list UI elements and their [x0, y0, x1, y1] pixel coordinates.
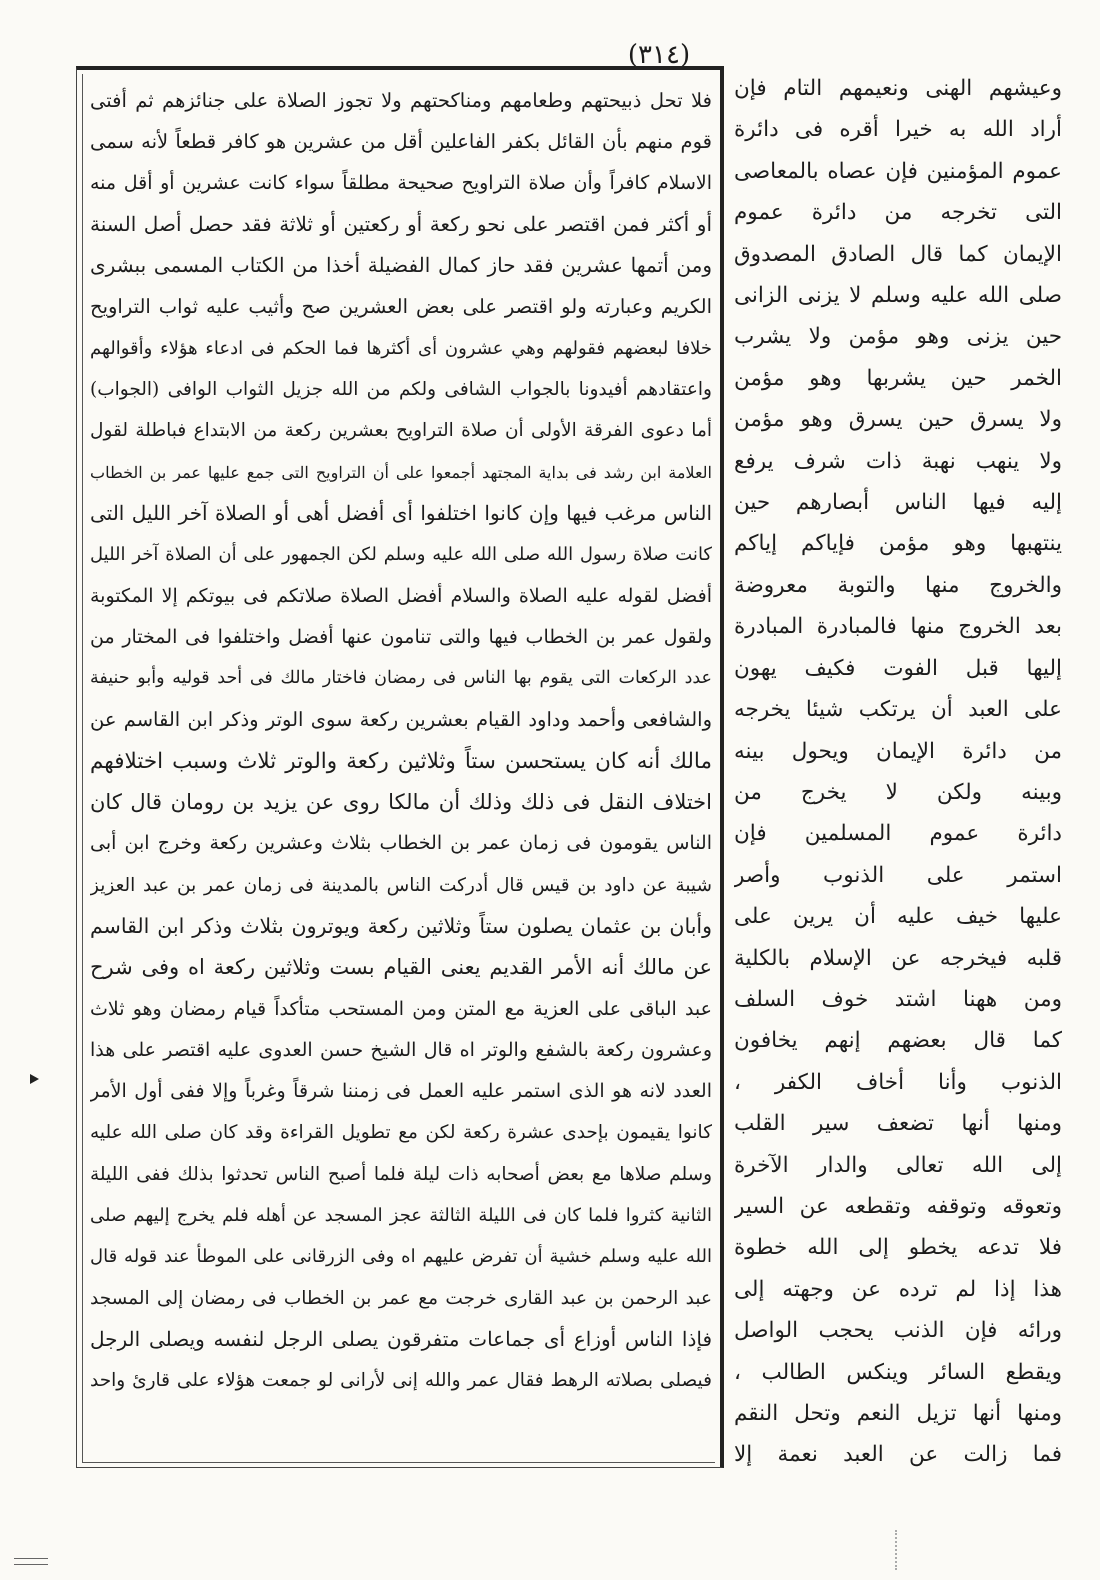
text-line: فيصلى بصلاته الرهط فقال عمر والله إنى لأرانى لو جمعت هؤلاء على قارئ واحد [90, 1370, 712, 1392]
text-line: حين يزنى وهو مؤمن ولا يشرب [734, 324, 1062, 350]
text-line: الناس يقومون فى زمان عمر بن الخطاب بثلاث وعشرين ركعة وخرج ابن أبى [90, 832, 712, 855]
text-line: استمر على الذنوب وأصر [734, 862, 1062, 888]
text-line: وأبان بن عثمان يصلون ستاً وثلاثين ركعة ويوترون بثلاث وذكر ابن القاسم [90, 913, 712, 938]
text-line: والشافعى وأحمد وداود القيام بعشرين ركعة سوى الوتر وذكر ابن القاسم عن [90, 708, 712, 732]
text-line: صلى الله عليه وسلم لا يزنى الزانى [734, 283, 1062, 309]
text-line: كانت صلاة رسول الله صلى الله عليه وسلم لكن الجمهور على أن الصلاة آخر الليل [90, 544, 712, 566]
text-line: الخمر حين يشربها وهو مؤمن [734, 365, 1062, 391]
text-line: ينتهبها وهو مؤمن فإياكم إياكم [734, 531, 1062, 557]
text-line: إليه فيها الناس أبصارهم حين [734, 490, 1062, 516]
text-line: وسلم صلاها مع بعض أصحابه ذات ليلة فلما أصبح الناس تحدثوا بذلك ففى الليلة [90, 1163, 712, 1185]
text-line: ولا ينهب نهبة ذات شرف يرفع [734, 448, 1062, 474]
text-line: ولقول عمر بن الخطاب فيها والتى تنامون عنها أفضل واختلفوا فى المختار من [90, 625, 712, 648]
text-line: هذا إذا لم ترده عن وجهته إلى [734, 1276, 1062, 1302]
text-line: فإذا الناس أوزاع أى جماعات متفرقون يصلى الرجل لنفسه ويصلى الرجل [90, 1326, 712, 1351]
text-line: كما قال بعضهم إنهم يخافون [734, 1028, 1062, 1054]
text-line: قوم منهم بأن القائل بكفر الفاعلين أقل من عشرين هو كافر قطعاً لأنه سمى [90, 130, 712, 154]
text-line: الكريم وعبارته ولو اقتصر على بعض العشرين صح وأثيب عليه ثواب التراويح [90, 295, 712, 319]
margin-arrow-marker [30, 1074, 39, 1084]
text-line: فلا تحل ذبيحتهم وطعامهم ومناكحتهم ولا تجوز الصلاة على جنائزهم ثم أفتى [90, 89, 712, 112]
text-line: أما دعوى الفرقة الأولى أن صلاة التراويح بعشرين ركعة من الابتداع فباطلة لقول [90, 420, 712, 442]
text-line: وتعوقه وتوقفه وتقطعه عن السير [734, 1193, 1062, 1219]
text-line: الله عليه وسلم خشية أن تفرض عليهم اه وفى الزرقانى على الموطأ عند قوله قال [90, 1246, 712, 1268]
text-line: ورائه فإن الذنب يحجب الواصل [734, 1318, 1062, 1344]
text-line: الثانية كثروا فلما كان فى الليلة الثالثة عجز المسجد عن أهله فلم يخرج إليهم صلى [90, 1205, 712, 1227]
bottom-rule-line [14, 1558, 48, 1559]
text-line: ومنها أنها تزيل النعم وتحل النقم [734, 1401, 1062, 1426]
text-line: على العبد أن يرتكب شيئا يخرجه [734, 697, 1062, 723]
text-line: أو أكثر فمن اقتصر على نحو ركعة أو ركعتين أو ثلاثة فقد حصل أصل السنة [90, 211, 712, 236]
text-line: العلامة ابن رشد فى بداية المجتهد أجمعوا على أن التراويح التى جمع عليها عمر بن الخطاب [90, 462, 712, 482]
text-line: قلبه فيخرجه عن الإسلام بالكلية [734, 945, 1062, 971]
text-line: الاسلام كافراً وأن صلاة التراويح صحيحة مطلقاً سواء كانت عشرين أو أقل منه [90, 171, 712, 194]
text-line: اختلاف النقل فى ذلك وذلك أن مالكا روى عن يزيد بن رومان قال كان [90, 790, 712, 815]
binding-dots [895, 1530, 907, 1570]
text-line: ولا يسرق حين يسرق وهو مؤمن [734, 407, 1062, 433]
text-line: عليها خيف عليه أن يرين على [734, 904, 1062, 930]
text-line: عبد الباقى على العزية مع المتن ومن المستحب متأكداً قيام رمضان وهو ثلاث [90, 997, 712, 1020]
text-line: الإيمان كما قال الصادق المصدوق [734, 241, 1062, 267]
text-line: التى تخرجه من دائرة عموم [734, 200, 1062, 226]
text-line: عموم المؤمنين فإن عصاه بالمعاصى [734, 158, 1062, 184]
text-line: أفضل لقوله عليه الصلاة والسلام أفضل الصلاة صلاتكم فى بيوتكم إلا المكتوبة [90, 584, 712, 607]
text-line: واعتقادهم أفيدونا بالجواب الشافى ولكم من الله جزيل الثواب الوافى (الجواب) [90, 379, 712, 401]
text-line: دائرة عموم المسلمين فإن [734, 821, 1062, 847]
text-line: عبد الرحمن بن عبد القارى خرجت مع عمر بن الخطاب فى رمضان إلى المسجد [90, 1287, 712, 1309]
text-line: مالك أنه كان يستحسن ستاً وثلاثين ركعة والوتر ثلاث وسبب اختلافهم [90, 748, 712, 774]
text-line: فما زالت عن العبد نعمة إلا [734, 1442, 1062, 1468]
text-line: كانوا يقيمون بإحدى عشرة ركعة لكن مع تطويل القراءة وقد كان صلى الله عليه [90, 1122, 712, 1144]
text-line: من دائرة الإيمان ويحول بينه [734, 738, 1062, 764]
text-line: إليها قبل الفوت فكيف يهون [734, 655, 1062, 681]
text-line: ومن أتمها عشرين فقد حاز كمال الفضيلة أخذا من الكتاب المسمى ببشرى [90, 253, 712, 278]
text-line: إلى الله تعالى والدار الآخرة [734, 1152, 1062, 1178]
text-line: وبينه ولكن لا يخرج من [734, 779, 1062, 805]
margin-commentary-column [734, 68, 1062, 1478]
text-line: وعيشهم الهنى ونعيمهم التام فإن [734, 76, 1062, 101]
text-line: عن مالك أنه الأمر القديم يعنى القيام بست وثلاثين ركعة اه وفى شرح [90, 955, 712, 980]
page-number: (٣١٤) [627, 40, 691, 70]
text-line: بعد الخروج منها فالمبادرة المبادرة [734, 614, 1062, 640]
text-line: الذنوب وأنا أخاف الكفر ، [734, 1069, 1062, 1095]
text-line: أراد الله به خيرا أقره فى دائرة [734, 117, 1062, 143]
text-line: الناس مرغب فيها وإن كانوا اختلفوا أى أفضل أهى أو الصلاة آخر الليل التى [90, 500, 712, 525]
bottom-rule-line [14, 1564, 48, 1565]
text-line: والخروج منها والتوبة معروضة [734, 572, 1062, 598]
text-line: ومنها أنها تضعف سير القلب [734, 1111, 1062, 1137]
main-text-column [90, 80, 712, 1462]
text-line: وعشرون ركعة بالشفع والوتر اه قال الشيخ حسن العدوى عليه اقتصر على هذا [90, 1038, 712, 1061]
text-line: ويقطع السائر وينكس الطالب ، [734, 1359, 1062, 1385]
text-line: فلا تدعه يخطو إلى الله خطوة [734, 1235, 1062, 1261]
text-line: خلافا لبعضهم فقولهم وهي عشرون أى أكثرها فما الحكم فى ادعاء هؤلاء وأقوالهم [90, 337, 712, 359]
text-line: العدد لانه هو الذى استمر عليه العمل فى زمننا شرقاً وغرباً وإلا ففى أول الأمر [90, 1080, 712, 1103]
text-line: ومن ههنا اشتد خوف السلف [734, 986, 1062, 1012]
text-line: شيبة عن داود بن قيس قال أدركت الناس بالمدينة فى زمان عمر بن عبد العزيز [90, 874, 712, 896]
text-line: عدد الركعات التى يقوم بها الناس فى رمضان فاختار مالك فى أحد قوليه وأبو حنيفة [90, 668, 712, 689]
